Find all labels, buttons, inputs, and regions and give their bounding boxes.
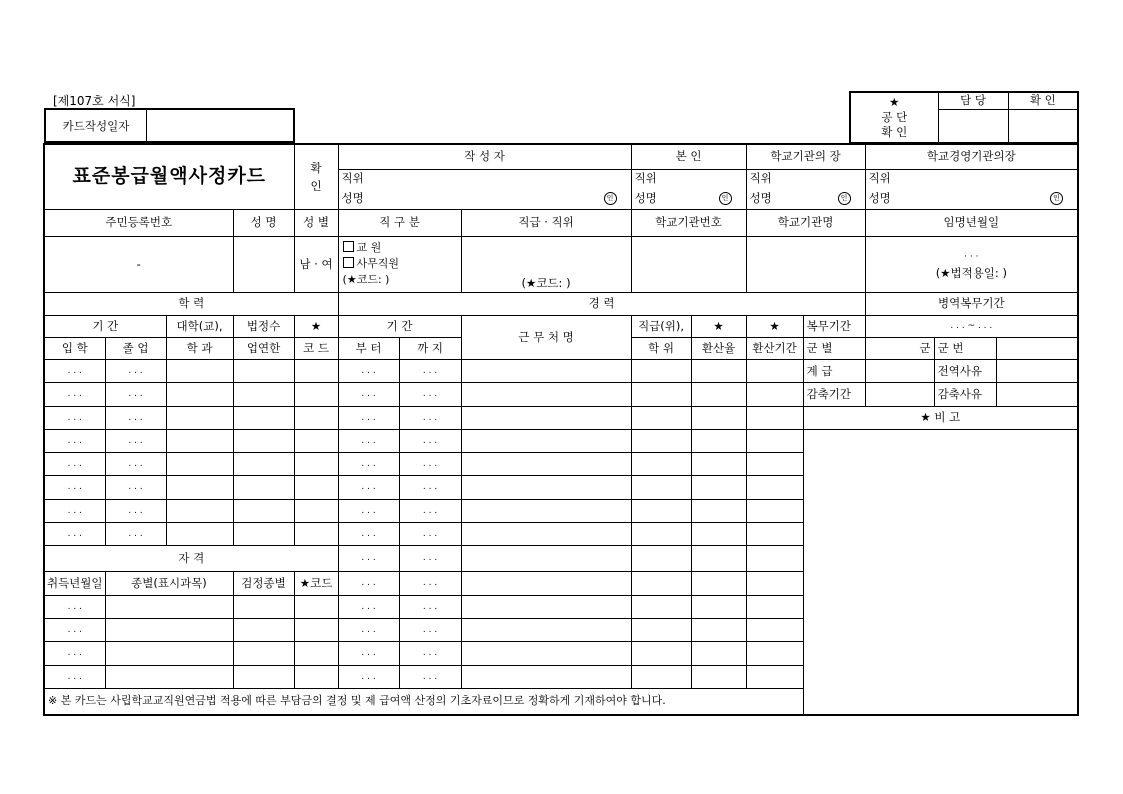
edu-legal-field[interactable] <box>233 499 294 522</box>
school-name-field[interactable] <box>746 236 865 293</box>
card-date-box <box>44 108 295 143</box>
seal-icon: 인 <box>604 192 617 205</box>
career-workplace-field[interactable] <box>461 383 631 406</box>
manager-header: 담 당 <box>938 92 1008 109</box>
mil-reduced-reason-field[interactable] <box>996 383 1078 406</box>
career-to-date[interactable]: . . . <box>399 523 461 546</box>
edu-grad-header: 졸 업 <box>105 337 166 359</box>
edu-legal-field[interactable] <box>233 523 294 546</box>
career-rate-field[interactable] <box>691 619 746 642</box>
qual-acquired-field[interactable]: . . . <box>44 595 105 618</box>
career-conv-header: 환산기간 <box>746 337 803 359</box>
qual-code-field[interactable] <box>294 595 338 618</box>
career-conv-field[interactable] <box>746 406 803 429</box>
writer-name[interactable] <box>338 188 631 210</box>
edu-star-icon: ★ <box>294 315 338 337</box>
career-conv-field[interactable] <box>746 665 803 688</box>
staff-checkbox[interactable] <box>343 257 354 268</box>
edu-entry-date[interactable]: . . . <box>44 453 105 476</box>
career-rank-field[interactable] <box>631 523 691 546</box>
mil-branch-label: 군 별 <box>803 337 865 359</box>
career-rank-field[interactable] <box>631 546 691 571</box>
edu-legal2-header: 업연한 <box>233 337 294 359</box>
career-to-date[interactable]: . . . <box>399 383 461 406</box>
career-conv-field[interactable] <box>746 546 803 571</box>
edu-univ-header: 대학(교), <box>166 315 233 337</box>
edu-code-field[interactable] <box>294 453 338 476</box>
edu-entry-date[interactable]: . . . <box>44 499 105 522</box>
career-to-date[interactable]: . . . <box>399 571 461 595</box>
career-rate-field[interactable] <box>691 595 746 618</box>
edu-grad-date[interactable]: . . . <box>105 429 166 452</box>
career-rank-field[interactable] <box>631 595 691 618</box>
career-rate-field[interactable] <box>691 476 746 499</box>
school-head-name[interactable] <box>746 188 865 210</box>
school-head-position[interactable]: 직위 <box>746 169 865 187</box>
card-date-label: 카드작성일자 <box>46 110 147 141</box>
career-rank-field[interactable] <box>631 499 691 522</box>
career-rank-field[interactable] <box>631 360 691 383</box>
name-header: 성 명 <box>233 210 294 236</box>
mil-reduced-field[interactable] <box>865 383 934 406</box>
appoint-date-field[interactable] <box>865 236 1078 293</box>
career-workplace-field[interactable] <box>461 571 631 595</box>
mil-service-no-field[interactable] <box>996 337 1078 359</box>
edu-dept-field[interactable] <box>166 523 233 546</box>
military-section-header: 병역복무기간 <box>865 293 1078 315</box>
seal-icon: 인 <box>719 192 732 205</box>
edu-legal-field[interactable] <box>233 453 294 476</box>
mil-service-no-label: 군 번 <box>934 337 996 359</box>
notice-text: ※ 본 카드는 사립학교교직원연금법 적용에 따른 부담금의 결정 및 제 급여액 산정의 기초자료이므로 정확하게 기재하여야 합니다. <box>44 689 1078 715</box>
career-from-date[interactable]: . . . <box>338 429 399 452</box>
career-to-date[interactable]: . . . <box>399 499 461 522</box>
edu-code-field[interactable] <box>294 406 338 429</box>
appoint-date-header: 임명년월일 <box>865 210 1078 236</box>
career-from-date[interactable]: . . . <box>338 546 399 571</box>
career-to-date[interactable]: . . . <box>399 453 461 476</box>
seal-icon: 인 <box>1050 192 1063 205</box>
edu-legal-field[interactable] <box>233 406 294 429</box>
confirm-sign-field[interactable] <box>1008 109 1078 143</box>
career-from-date[interactable]: . . . <box>338 665 399 688</box>
edu-dept-field[interactable] <box>166 406 233 429</box>
qual-code-header: ★코드 <box>294 571 338 595</box>
career-conv-field[interactable] <box>746 499 803 522</box>
edu-grad-date[interactable]: . . . <box>105 523 166 546</box>
self-position[interactable]: 직위 <box>631 169 746 187</box>
edu-grad-date[interactable]: . . . <box>105 453 166 476</box>
writer-position[interactable]: 직위 <box>338 169 631 187</box>
career-conv-field[interactable] <box>746 476 803 499</box>
signer-writer-header: 작 성 자 <box>338 144 631 169</box>
career-rank-field[interactable] <box>631 406 691 429</box>
edu-entry-date[interactable]: . . . <box>44 429 105 452</box>
career-to-date[interactable]: . . . <box>399 665 461 688</box>
career-workplace-field[interactable] <box>461 595 631 618</box>
name-field[interactable] <box>233 236 294 293</box>
signer-self-header: 본 인 <box>631 144 746 169</box>
qual-type-field[interactable] <box>105 595 233 618</box>
education-section-header: 학 력 <box>44 293 338 315</box>
career-to-date[interactable]: . . . <box>399 619 461 642</box>
self-name[interactable] <box>631 188 746 210</box>
career-to-date[interactable]: . . . <box>399 595 461 618</box>
career-from-date[interactable]: . . . <box>338 571 399 595</box>
edu-legal-header: 법정수 <box>233 315 294 337</box>
edu-legal-field[interactable] <box>233 383 294 406</box>
edu-entry-date[interactable]: . . . <box>44 406 105 429</box>
edu-grad-date[interactable]: . . . <box>105 406 166 429</box>
career-to-header: 까 지 <box>399 337 461 359</box>
career-rank-header: 직급(위), <box>631 315 691 337</box>
career-from-date[interactable]: . . . <box>338 360 399 383</box>
career-workplace-field[interactable] <box>461 546 631 571</box>
mil-discharge-label: 전역사유 <box>934 360 996 383</box>
board-head-position[interactable]: 직위 <box>865 169 1078 187</box>
agency-confirm-cell <box>850 92 938 143</box>
career-conv-field[interactable] <box>746 619 803 642</box>
edu-dept-field[interactable] <box>166 499 233 522</box>
career-section-header: 경 력 <box>338 293 865 315</box>
edu-dept-field[interactable] <box>166 453 233 476</box>
edu-grad-date[interactable]: . . . <box>105 360 166 383</box>
agency-label-1: 공 단 <box>881 110 908 124</box>
confirm-char-1: 확 <box>310 161 322 176</box>
career-from-date[interactable]: . . . <box>338 523 399 546</box>
career-workplace-field[interactable] <box>461 619 631 642</box>
career-workplace-field[interactable] <box>461 476 631 499</box>
edu-legal-field[interactable] <box>233 360 294 383</box>
edu-code-field[interactable] <box>294 523 338 546</box>
mil-rank-field[interactable] <box>865 360 934 383</box>
edu-code-field[interactable] <box>294 360 338 383</box>
school-no-field[interactable] <box>631 236 746 293</box>
edu-code-header: 코 드 <box>294 337 338 359</box>
career-workplace-field[interactable] <box>461 665 631 688</box>
career-degree-header: 학 위 <box>631 337 691 359</box>
career-rank-field[interactable] <box>631 429 691 452</box>
career-workplace-field[interactable] <box>461 523 631 546</box>
signer-school-head-header: 학교기관의 장 <box>746 144 865 169</box>
career-from-date[interactable]: . . . <box>338 642 399 665</box>
career-rate-field[interactable] <box>691 453 746 476</box>
qual-acquired-field[interactable]: . . . <box>44 665 105 688</box>
qual-code-field[interactable] <box>294 642 338 665</box>
name-label: 성명 <box>341 190 364 205</box>
career-to-date[interactable]: . . . <box>399 406 461 429</box>
career-conv-field[interactable] <box>746 453 803 476</box>
rrn-header: 주민등록번호 <box>44 210 233 236</box>
star-icon: ★ <box>889 95 900 109</box>
qualification-section-header: 자 격 <box>44 546 338 571</box>
edu-code-field[interactable] <box>294 499 338 522</box>
career-conv-field[interactable] <box>746 429 803 452</box>
edu-period-header: 기 간 <box>44 315 166 337</box>
card-title: 표준봉급월액사정카드 <box>44 144 294 210</box>
career-rate-field[interactable] <box>691 360 746 383</box>
qual-acquired-field[interactable]: . . . <box>44 619 105 642</box>
name-label: 성명 <box>868 190 891 205</box>
qual-exam-field[interactable] <box>233 619 294 642</box>
edu-entry-date[interactable]: . . . <box>44 523 105 546</box>
career-rank-field[interactable] <box>631 571 691 595</box>
legal-date[interactable]: (★법적용일: ) <box>935 266 1007 281</box>
remarks-field[interactable] <box>803 429 1078 715</box>
seal-icon: 인 <box>838 192 851 205</box>
career-conv-field[interactable] <box>746 571 803 595</box>
form-number: [제107호 서식] <box>53 94 136 108</box>
career-conv-field[interactable] <box>746 595 803 618</box>
career-star-icon-2: ★ <box>746 315 803 337</box>
career-rate-field[interactable] <box>691 642 746 665</box>
job-type-header: 직 구 분 <box>338 210 461 236</box>
qual-exam-field[interactable] <box>233 595 294 618</box>
confirm-char-2: 인 <box>310 179 322 194</box>
confirm-vertical-label <box>294 144 338 210</box>
career-from-date[interactable]: . . . <box>338 383 399 406</box>
career-rank-field[interactable] <box>631 453 691 476</box>
career-rate-field[interactable] <box>691 499 746 522</box>
career-workplace-field[interactable] <box>461 642 631 665</box>
gender-field[interactable]: 남 · 여 <box>294 236 338 293</box>
career-conv-field[interactable] <box>746 383 803 406</box>
card-date-field[interactable] <box>147 110 293 141</box>
edu-code-field[interactable] <box>294 476 338 499</box>
edu-code-field[interactable] <box>294 429 338 452</box>
remarks-header: ★ 비 고 <box>803 406 1078 429</box>
qual-exam-header: 검정종별 <box>233 571 294 595</box>
mil-reduced-label: 감축기간 <box>803 383 865 406</box>
career-conv-field[interactable] <box>746 523 803 546</box>
edu-dept-field[interactable] <box>166 476 233 499</box>
edu-code-field[interactable] <box>294 383 338 406</box>
edu-legal-field[interactable] <box>233 476 294 499</box>
career-from-date[interactable]: . . . <box>338 595 399 618</box>
career-to-date[interactable]: . . . <box>399 429 461 452</box>
teacher-checkbox[interactable] <box>343 241 354 252</box>
career-workplace-field[interactable] <box>461 406 631 429</box>
career-conv-field[interactable] <box>746 360 803 383</box>
career-from-date[interactable]: . . . <box>338 619 399 642</box>
career-from-date[interactable]: . . . <box>338 406 399 429</box>
school-name-header: 학교기관명 <box>746 210 865 236</box>
career-from-date[interactable]: . . . <box>338 453 399 476</box>
manager-sign-field[interactable] <box>938 109 1008 143</box>
qual-acquired-header: 취득년월일 <box>44 571 105 595</box>
job-type-field <box>338 236 461 293</box>
qual-type-header: 종별(표시과목) <box>105 571 233 595</box>
mil-rank-label: 계 급 <box>803 360 865 383</box>
agency-label-2: 확 인 <box>881 125 908 139</box>
career-rank-field[interactable] <box>631 383 691 406</box>
table-row <box>44 360 1078 383</box>
mil-reduced-reason-label: 감축사유 <box>934 383 996 406</box>
career-to-date[interactable]: . . . <box>399 642 461 665</box>
mil-discharge-field[interactable] <box>996 360 1078 383</box>
career-rate-field[interactable] <box>691 383 746 406</box>
edu-dept-field[interactable] <box>166 360 233 383</box>
career-workplace-field[interactable] <box>461 453 631 476</box>
career-workplace-header: 근 무 처 명 <box>461 315 631 360</box>
job-code[interactable]: (★코드: ) <box>342 273 390 287</box>
career-from-date[interactable]: . . . <box>338 499 399 522</box>
career-from-date[interactable]: . . . <box>338 476 399 499</box>
mil-branch-field[interactable]: 군 <box>865 337 934 359</box>
edu-grad-date[interactable]: . . . <box>105 476 166 499</box>
mil-duty-label: 복무기간 <box>803 315 865 337</box>
career-rate-field[interactable] <box>691 571 746 595</box>
table-row <box>44 383 1078 406</box>
school-no-header: 학교기관번호 <box>631 210 746 236</box>
career-rank-field[interactable] <box>631 665 691 688</box>
career-rank-field[interactable] <box>631 642 691 665</box>
career-to-date[interactable]: . . . <box>399 546 461 571</box>
qual-type-field[interactable] <box>105 642 233 665</box>
career-workplace-field[interactable] <box>461 429 631 452</box>
career-workplace-field[interactable] <box>461 360 631 383</box>
edu-entry-date[interactable]: . . . <box>44 383 105 406</box>
career-rank-field[interactable] <box>631 476 691 499</box>
edu-entry-header: 입 학 <box>44 337 105 359</box>
career-rate-header: 환산율 <box>691 337 746 359</box>
qual-acquired-field[interactable]: . . . <box>44 642 105 665</box>
career-conv-field[interactable] <box>746 642 803 665</box>
qual-type-field[interactable] <box>105 619 233 642</box>
signer-board-head-header: 학교경영기관의장 <box>865 144 1078 169</box>
edu-entry-date[interactable]: . . . <box>44 360 105 383</box>
career-rate-field[interactable] <box>691 665 746 688</box>
career-period-header: 기 간 <box>338 315 461 337</box>
name-label: 성명 <box>634 190 657 205</box>
career-from-header: 부 터 <box>338 337 399 359</box>
edu-legal-field[interactable] <box>233 429 294 452</box>
career-to-date[interactable]: . . . <box>399 476 461 499</box>
edu-grad-date[interactable]: . . . <box>105 383 166 406</box>
edu-dept-header: 학 과 <box>166 337 233 359</box>
teacher-label: 교 원 <box>356 241 382 255</box>
career-rank-field[interactable] <box>631 619 691 642</box>
confirm-header: 확 인 <box>1008 92 1078 109</box>
main-form-table <box>43 143 1079 716</box>
edu-dept-field[interactable] <box>166 383 233 406</box>
career-rate-field[interactable] <box>691 523 746 546</box>
board-head-name[interactable] <box>865 188 1078 210</box>
table-row <box>44 406 1078 429</box>
qual-exam-field[interactable] <box>233 642 294 665</box>
qual-exam-field[interactable] <box>233 665 294 688</box>
qual-type-field[interactable] <box>105 665 233 688</box>
career-rate-field[interactable] <box>691 406 746 429</box>
grade-header: 직급 · 직위 <box>461 210 631 236</box>
edu-entry-date[interactable]: . . . <box>44 476 105 499</box>
edu-grad-date[interactable]: . . . <box>105 499 166 522</box>
appoint-date-dots: · · · <box>964 252 979 263</box>
qual-code-field[interactable] <box>294 665 338 688</box>
approval-table <box>849 91 1079 144</box>
grade-code[interactable]: (★코드: ) <box>521 276 571 291</box>
gender-header: 성 별 <box>294 210 338 236</box>
career-rate-field[interactable] <box>691 429 746 452</box>
career-star-icon-1: ★ <box>691 315 746 337</box>
mil-duty-field[interactable]: . . . ~ . . . <box>865 315 1078 337</box>
grade-field[interactable] <box>461 236 631 293</box>
career-rate-field[interactable] <box>691 546 746 571</box>
name-label: 성명 <box>749 190 772 205</box>
career-to-date[interactable]: . . . <box>399 360 461 383</box>
career-workplace-field[interactable] <box>461 499 631 522</box>
table-row <box>44 429 1078 452</box>
staff-label: 사무직원 <box>356 257 400 271</box>
rrn-field[interactable]: - <box>44 236 233 293</box>
qual-code-field[interactable] <box>294 619 338 642</box>
edu-dept-field[interactable] <box>166 429 233 452</box>
